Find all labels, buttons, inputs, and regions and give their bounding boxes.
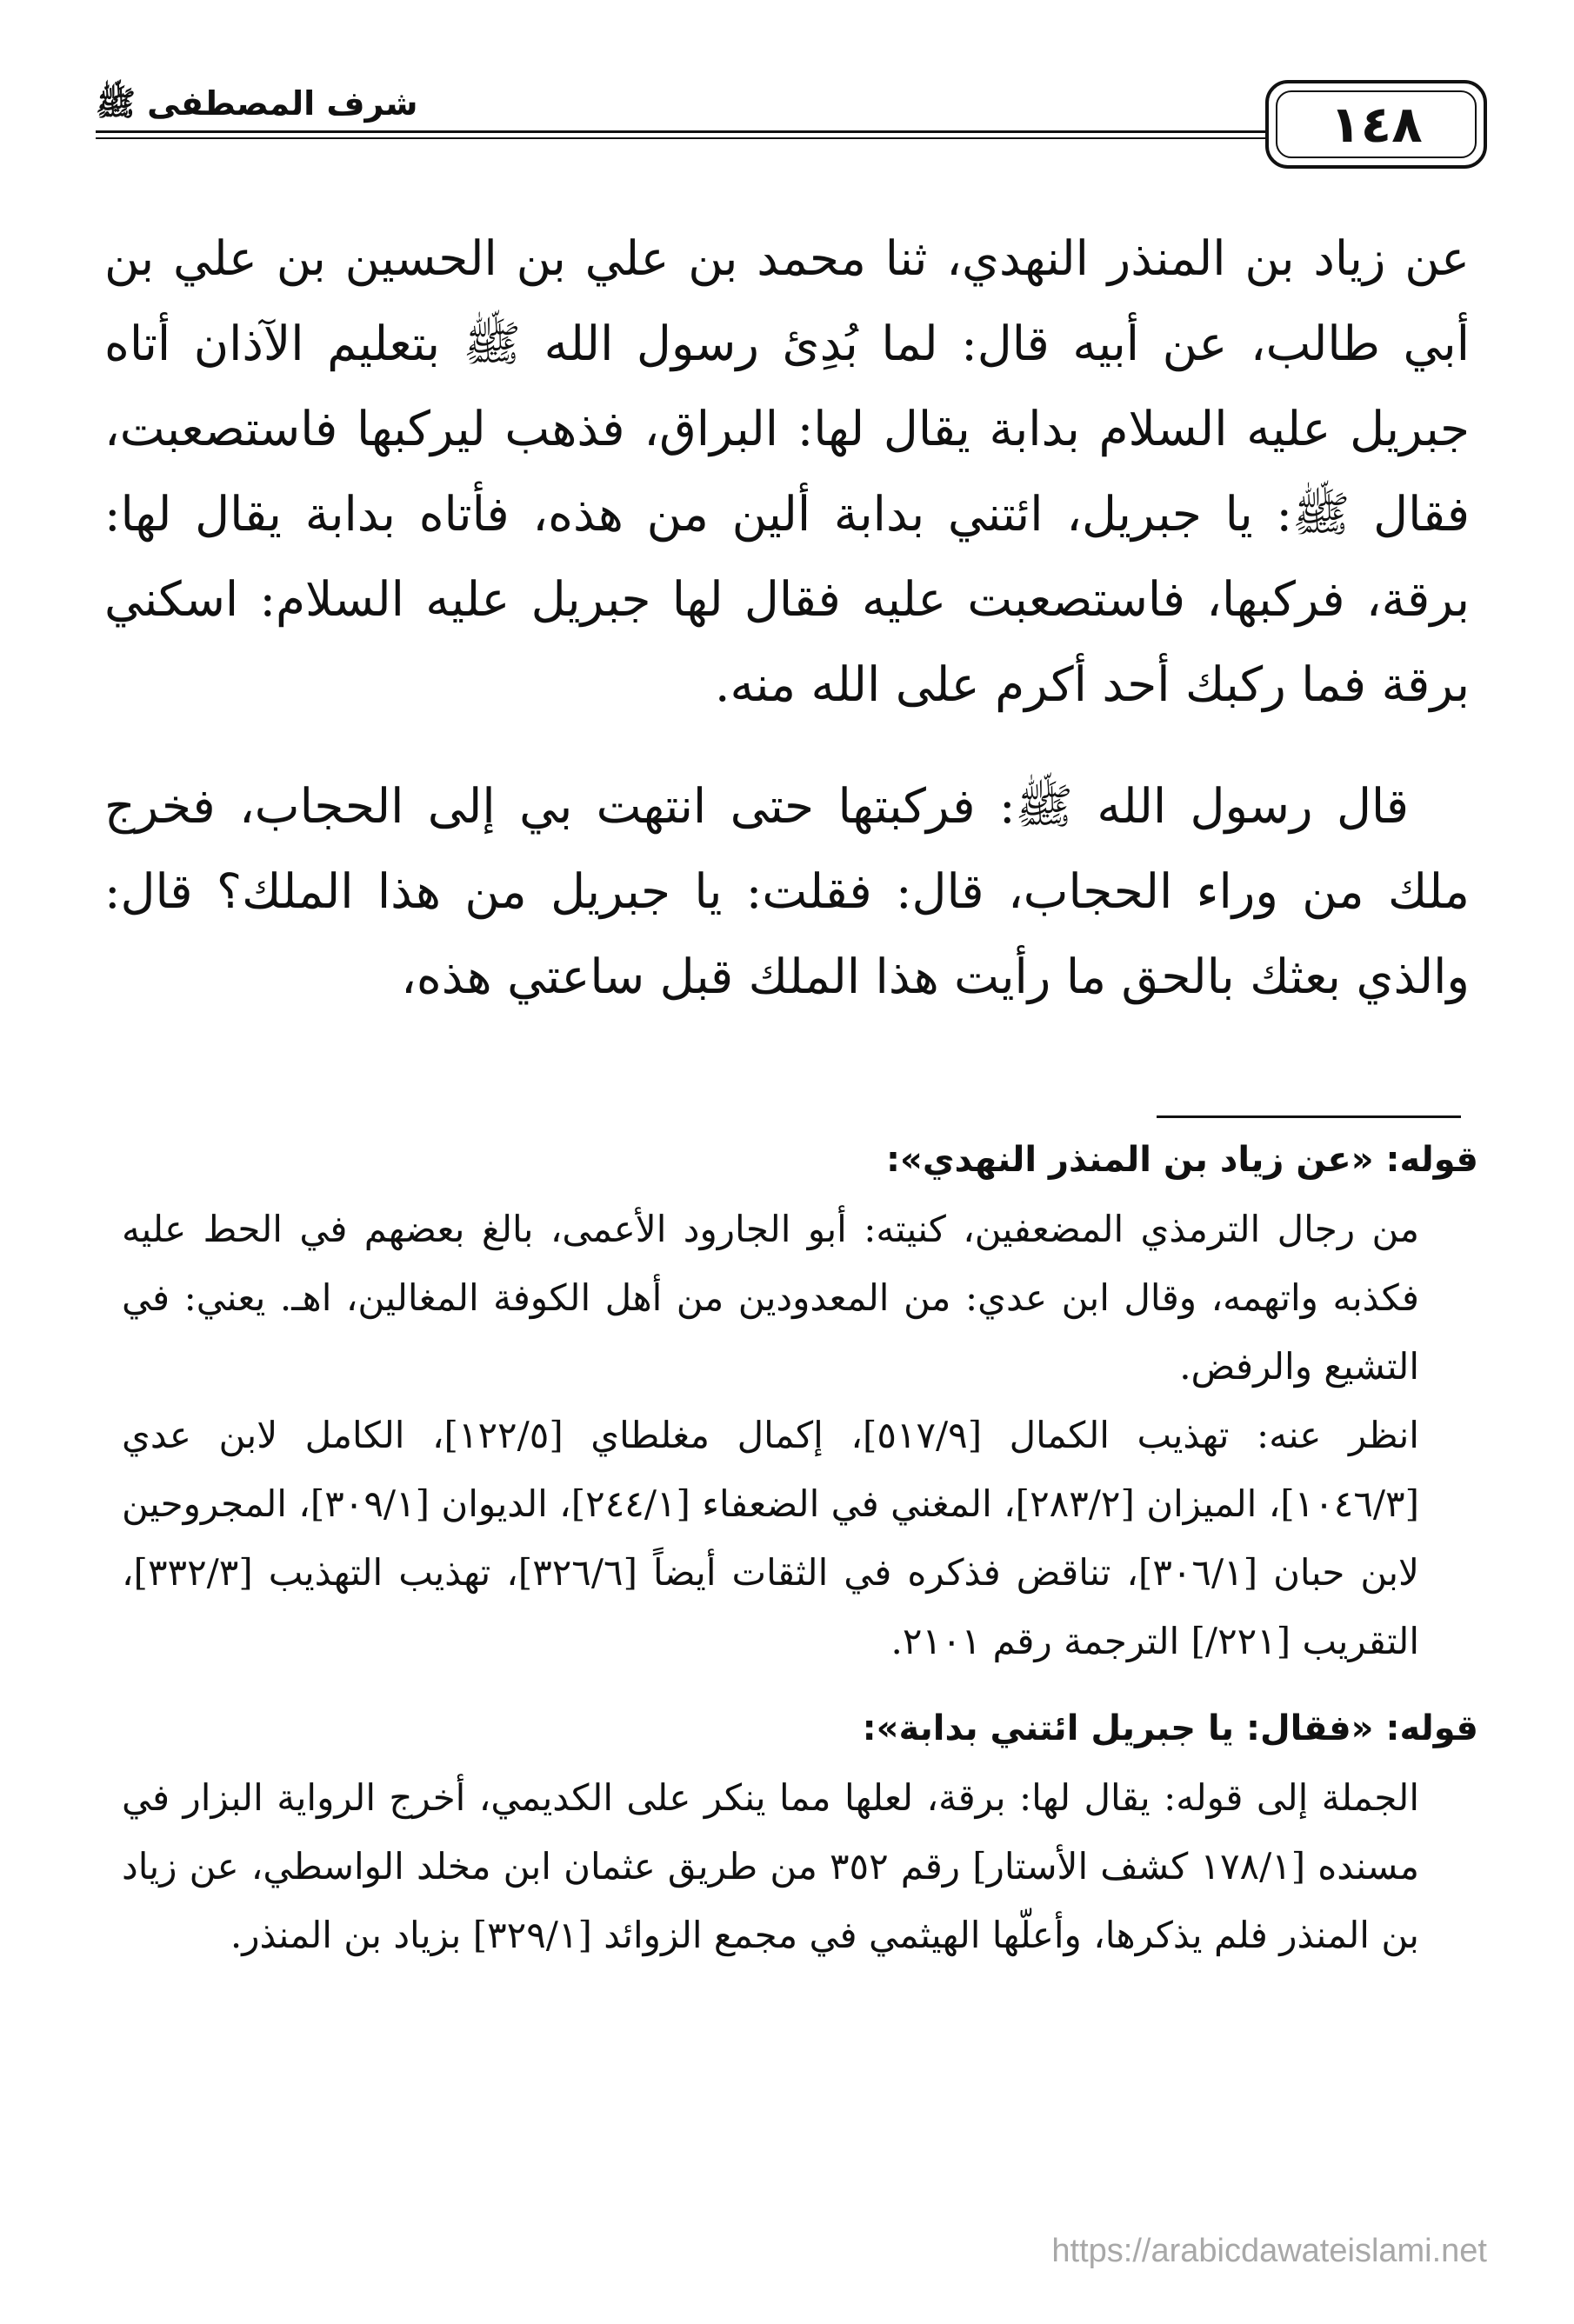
- page-number-frame: [1265, 80, 1487, 169]
- footnote-heading: قوله: «فقال: يا جبريل ائتني بدابة»:: [862, 1708, 1478, 1748]
- footnote: [122, 1695, 1478, 1969]
- footnote-body: الجملة إلى قوله: يقال لها: برقة، لعلها مما ينكر على الكديمي، أخرج الرواية البزار في مسنده [١٧٨/١ كشف الأستار] رقم ٣٥٢ من طريق عثمان ابن مخلد الواسطي، عن زياد بن المنذر فلم يذكرها، وأعلّها الهيثمي في مجمع الزوائد [٣٢٩/١] بزياد بن المنذر.: [122, 1776, 1419, 1956]
- watermark-url: https://arabicdawateislami.net: [1051, 2233, 1487, 2269]
- footnote-heading: قوله: «عن زياد بن المنذر النهدي»:: [885, 1140, 1478, 1180]
- main-paragraph: عن زياد بن المنذر النهدي، ثنا محمد بن علي بن الحسين بن علي بن أبي طالب، عن أبيه قال: لما بُدِئ رسول الله ﷺ بتعليم الآذان أتاه جبريل عليه السلام بدابة يقال لها: البراق، فذهب ليركبها فاستصعبت، فقال ﷺ: يا جبريل، ائتني بدابة ألين من هذه، فأتاه بدابة يقال لها: برقة، فركبها، فاستصعبت عليه فقال لها جبريل عليه السلام: اسكني برقة فما ركبك أحد أكرم على الله منه.: [104, 230, 1470, 712]
- footnote-references: انظر عنه: تهذيب الكمال [٥١٧/٩]، إكمال مغلطاي [١٢٢/٥]، الكامل لابن عدي [١٠٤٦/٣]، الميزان [٢٨٣/٢]، المغني في الضعفاء [٢٤٤/١]، الديوان [٣٠٩/١]، المجروحين لابن حبان [٣٠٦/١]، تناقض فذكره في الثقات أيضاً [٣٢٦/٦]، تهذيب التهذيب [٣٣٢/٣]، التقريب [٢٢١/] الترجمة رقم ٢١٠١.: [122, 1414, 1419, 1662]
- footnote-separator: [1157, 1115, 1461, 1118]
- footnote: [122, 1126, 1478, 1675]
- page-header: [96, 80, 1478, 176]
- book-title: شرف المصطفى ﷺ: [96, 84, 418, 123]
- footnotes: [122, 1126, 1478, 1969]
- page-number: ١٤٨: [1276, 90, 1477, 158]
- main-paragraph: قال رسول الله ﷺ: فركبتها حتى انتهت بي إلى الحجاب، فخرج ملك من وراء الحجاب، قال: فقلت: يا جبريل من هذا الملك؟ قال: والذي بعثك بالحق ما رأيت هذا الملك قبل ساعتي هذه،: [104, 778, 1470, 1004]
- footnote-body: من رجال الترمذي المضعفين، كنيته: أبو الجارود الأعمى، بالغ بعضهم في الحط عليه فكذبه واتهمه، وقال ابن عدي: من المعدودين من أهل الكوفة المغالين، اهـ. يعني: في التشيع والرفض.: [122, 1208, 1419, 1388]
- main-text: [104, 216, 1470, 1019]
